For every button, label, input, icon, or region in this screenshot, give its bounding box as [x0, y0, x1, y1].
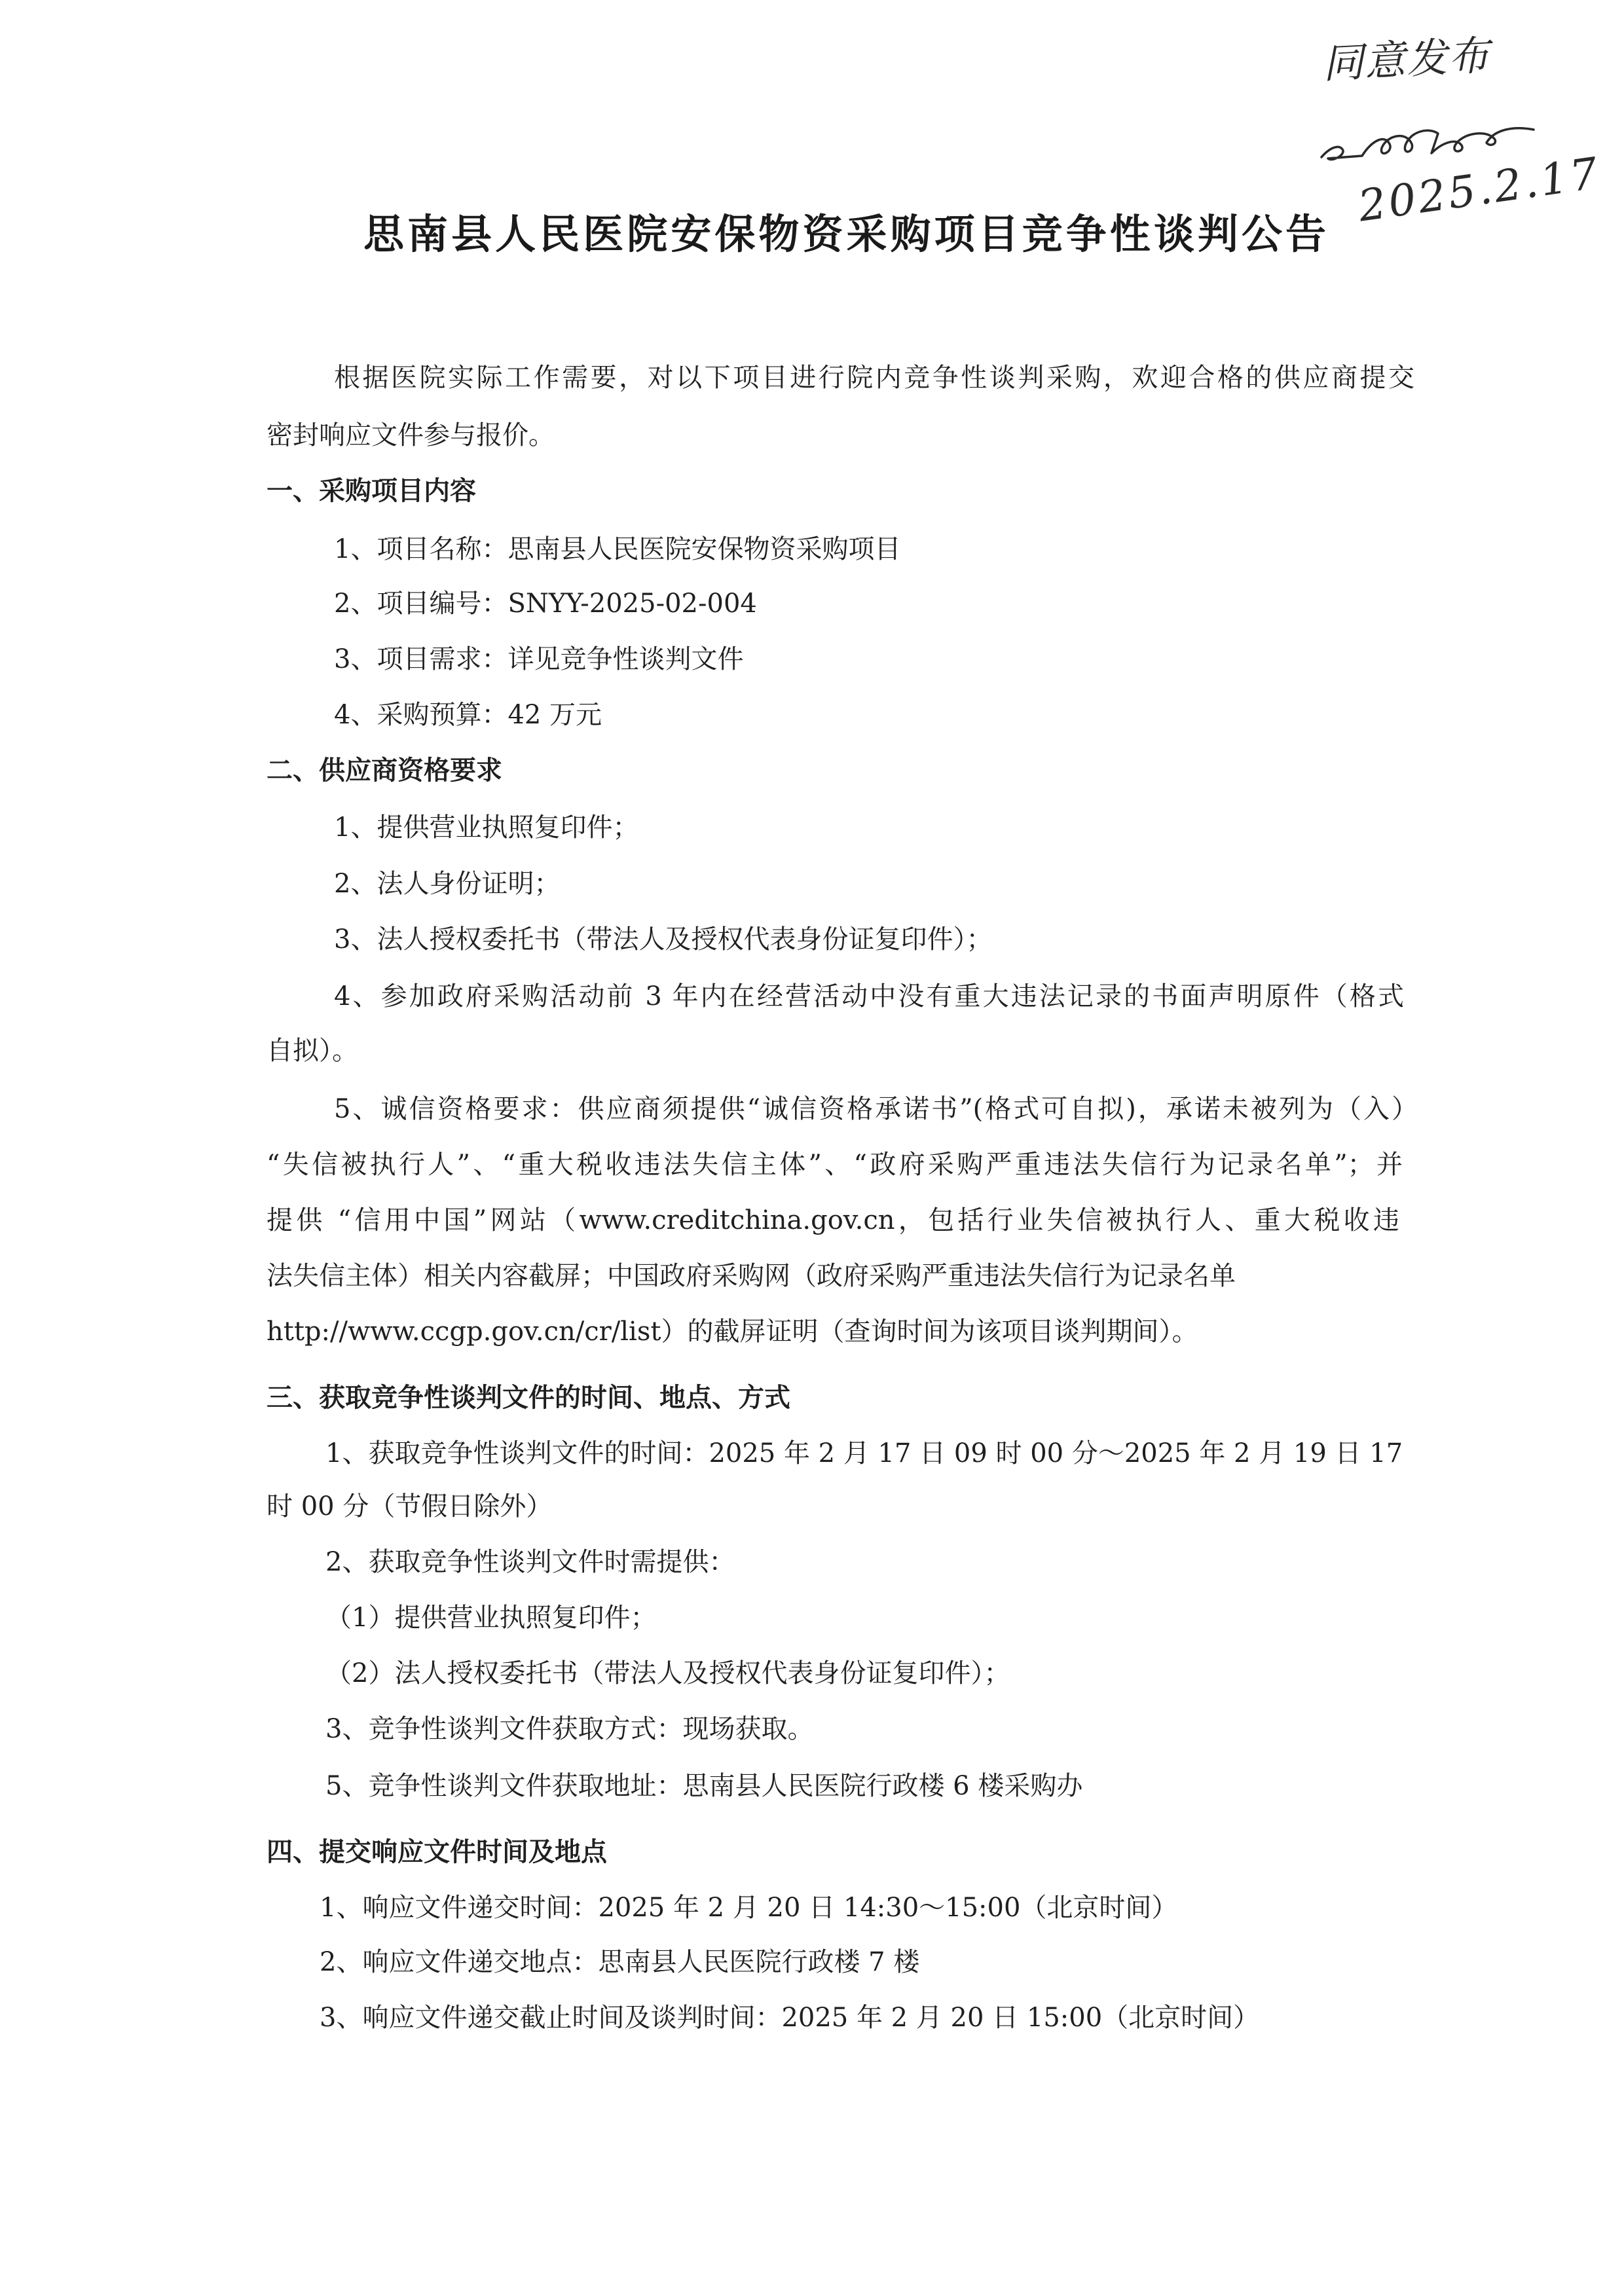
- section-line: 3、项目需求：详见竞争性谈判文件: [334, 644, 744, 674]
- section-line: http://www.ccgp.gov.cn/cr/list）的截屏证明（查询时间为该项目谈判期间）。: [267, 1317, 1198, 1347]
- section-line: （2）法人授权委托书（带法人及授权代表身份证复印件）；: [325, 1658, 1010, 1688]
- section-line: 法失信主体）相关内容截屏；中国政府采购网（政府采购严重违法失信行为记录名单: [267, 1261, 1236, 1291]
- section-line: 3、法人授权委托书（带法人及授权代表身份证复印件）；: [334, 924, 993, 955]
- handwritten-approval: 同意发布: [1321, 31, 1492, 88]
- section-line: “失信被执行人”、“重大税收违法失信主体”、“政府采购严重违法失信行为记录名单”；并: [267, 1150, 1403, 1180]
- section-line: 5、竞争性谈判文件获取地址：思南县人民医院行政楼 6 楼采购办: [325, 1771, 1083, 1801]
- document-title: 思南县人民医院安保物资采购项目竞争性谈判公告: [363, 210, 1326, 258]
- section-line: 1、响应文件递交时间：2025 年 2 月 20 日 14:30～15:00（北京时间）: [320, 1893, 1178, 1923]
- section-line: 时 00 分（节假日除外）: [267, 1491, 553, 1522]
- section-line: 自拟）。: [267, 1036, 358, 1066]
- section-heading: 一、采购项目内容: [267, 475, 476, 506]
- section-line: 2、获取竞争性谈判文件时需提供：: [325, 1547, 735, 1577]
- section-line: 2、项目编号：SNYY-2025-02-004: [334, 589, 757, 619]
- section-line: 1、提供营业执照复印件；: [334, 812, 639, 843]
- handwritten-date: 2025.2.17: [1355, 147, 1604, 232]
- section-line: 提供 “信用中国”网站（www.creditchina.gov.cn，包括行业失信被执行人、重大税收违: [267, 1205, 1399, 1235]
- section-line: 5、诚信资格要求：供应商须提供“诚信资格承诺书”(格式可自拟)，承诺未被列为（入）: [334, 1094, 1418, 1124]
- section-line: 2、响应文件递交地点：思南县人民医院行政楼 7 楼: [320, 1947, 920, 1977]
- section-line: 4、参加政府采购活动前 3 年内在经营活动中没有重大违法记录的书面声明原件（格式: [334, 981, 1404, 1011]
- section-heading: 三、获取竞争性谈判文件的时间、地点、方式: [267, 1382, 790, 1413]
- section-line: 3、竞争性谈判文件获取方式：现场获取。: [325, 1714, 814, 1744]
- section-line: 1、项目名称：思南县人民医院安保物资采购项目: [334, 534, 901, 564]
- intro-line: 根据医院实际工作需要，对以下项目进行院内竞争性谈判采购，欢迎合格的供应商提交: [334, 363, 1414, 393]
- section-heading: 二、供应商资格要求: [267, 755, 502, 786]
- section-line: （1）提供营业执照复印件；: [325, 1603, 657, 1633]
- section-line: 1、获取竞争性谈判文件的时间：2025 年 2 月 17 日 09 时 00 分～2025 年 2 月 19 日 17: [325, 1438, 1403, 1468]
- section-line: 2、法人身份证明；: [334, 869, 561, 899]
- intro-line: 密封响应文件参与报价。: [267, 420, 555, 450]
- section-line: 4、采购预算：42 万元: [334, 700, 602, 730]
- section-line: 3、响应文件递交截止时间及谈判时间：2025 年 2 月 20 日 15:00（北京时间）: [320, 2003, 1260, 2033]
- section-heading: 四、提交响应文件时间及地点: [267, 1836, 607, 1867]
